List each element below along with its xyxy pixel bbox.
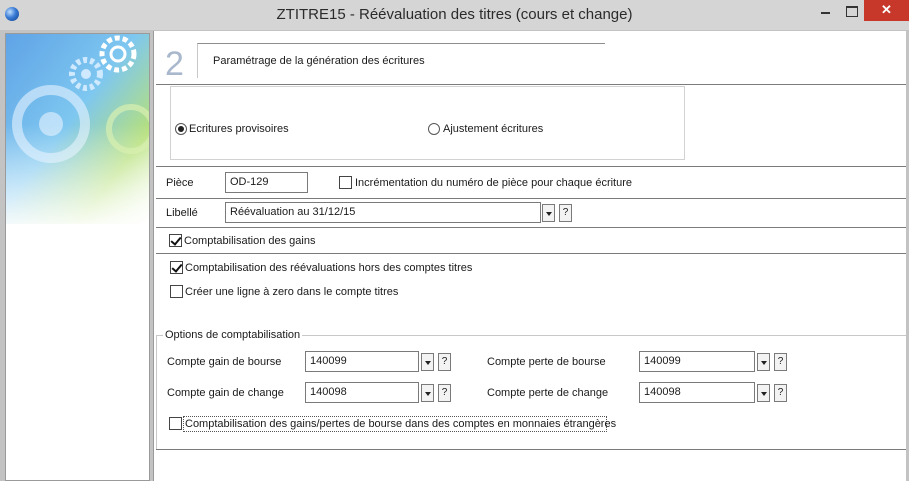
minimize-button[interactable] [812,0,838,21]
increment-label[interactable]: Incrémentation du numéro de pièce pour chaque écriture [355,177,633,189]
gain-change-label: Compte gain de change [167,387,284,399]
ligne-zero-checkbox[interactable] [170,285,183,298]
perte-bourse-label: Compte perte de bourse [487,356,606,368]
perte-change-help-button[interactable]: ? [774,384,787,402]
gain-bourse-label: Compte gain de bourse [167,356,282,368]
window-title: ZTITRE15 - Réévaluation des titres (cours et change) [276,6,633,23]
divider [156,198,906,199]
gain-bourse-dropdown-button[interactable] [421,353,434,371]
comptabilisation-gains-checkbox[interactable] [169,234,182,247]
close-button[interactable]: ✕ [864,0,909,21]
libelle-dropdown-button[interactable] [542,204,555,222]
devises-label[interactable]: Comptabilisation des gains/pertes de bourse dans des comptes en monnaies étrangères [185,418,617,430]
maximize-button[interactable] [838,0,864,21]
title-bar [0,0,909,30]
piece-input[interactable]: OD-129 [225,172,308,193]
comptabilisation-group-label: Options de comptabilisation [165,329,301,341]
gain-bourse-help-button[interactable]: ? [438,353,451,371]
piece-label: Pièce [166,177,194,189]
reevaluations-hors-label[interactable]: Comptabilisation des réévaluations hors des comptes titres [185,262,473,274]
perte-bourse-help-button[interactable]: ? [774,353,787,371]
ligne-zero-label[interactable]: Créer une ligne à zero dans le compte titres [185,286,399,298]
divider [156,227,906,228]
gears-illustration [6,34,150,481]
libelle-input[interactable]: Réévaluation au 31/12/15 [225,202,541,223]
gain-change-help-button[interactable]: ? [438,384,451,402]
gain-change-input[interactable]: 140098 [305,382,419,403]
gain-bourse-input[interactable]: 140099 [305,351,419,372]
radio-ajustement-ecritures[interactable] [428,123,440,135]
side-banner [5,33,150,481]
perte-bourse-input[interactable]: 140099 [639,351,755,372]
devises-checkbox[interactable] [169,417,182,430]
libelle-label: Libellé [166,207,198,219]
gain-change-dropdown-button[interactable] [421,384,434,402]
radio-ecritures-provisoires[interactable] [175,123,187,135]
perte-change-dropdown-button[interactable] [757,384,770,402]
perte-bourse-dropdown-button[interactable] [757,353,770,371]
divider [156,166,906,167]
increment-checkbox[interactable] [339,176,352,189]
reevaluations-hors-checkbox[interactable] [170,261,183,274]
perte-change-input[interactable]: 140098 [639,382,755,403]
divider [156,253,906,254]
step-number: 2 [165,45,184,83]
comptabilisation-gains-label[interactable]: Comptabilisation des gains [184,235,316,247]
radio-ecritures-provisoires-label[interactable]: Ecritures provisoires [189,123,289,135]
divider [156,84,906,85]
libelle-help-button[interactable]: ? [559,204,572,222]
divider [156,449,906,450]
perte-change-label: Compte perte de change [487,387,609,399]
step-title: Paramétrage de la génération des écritures [213,55,425,67]
radio-ajustement-ecritures-label[interactable]: Ajustement écritures [443,123,544,135]
